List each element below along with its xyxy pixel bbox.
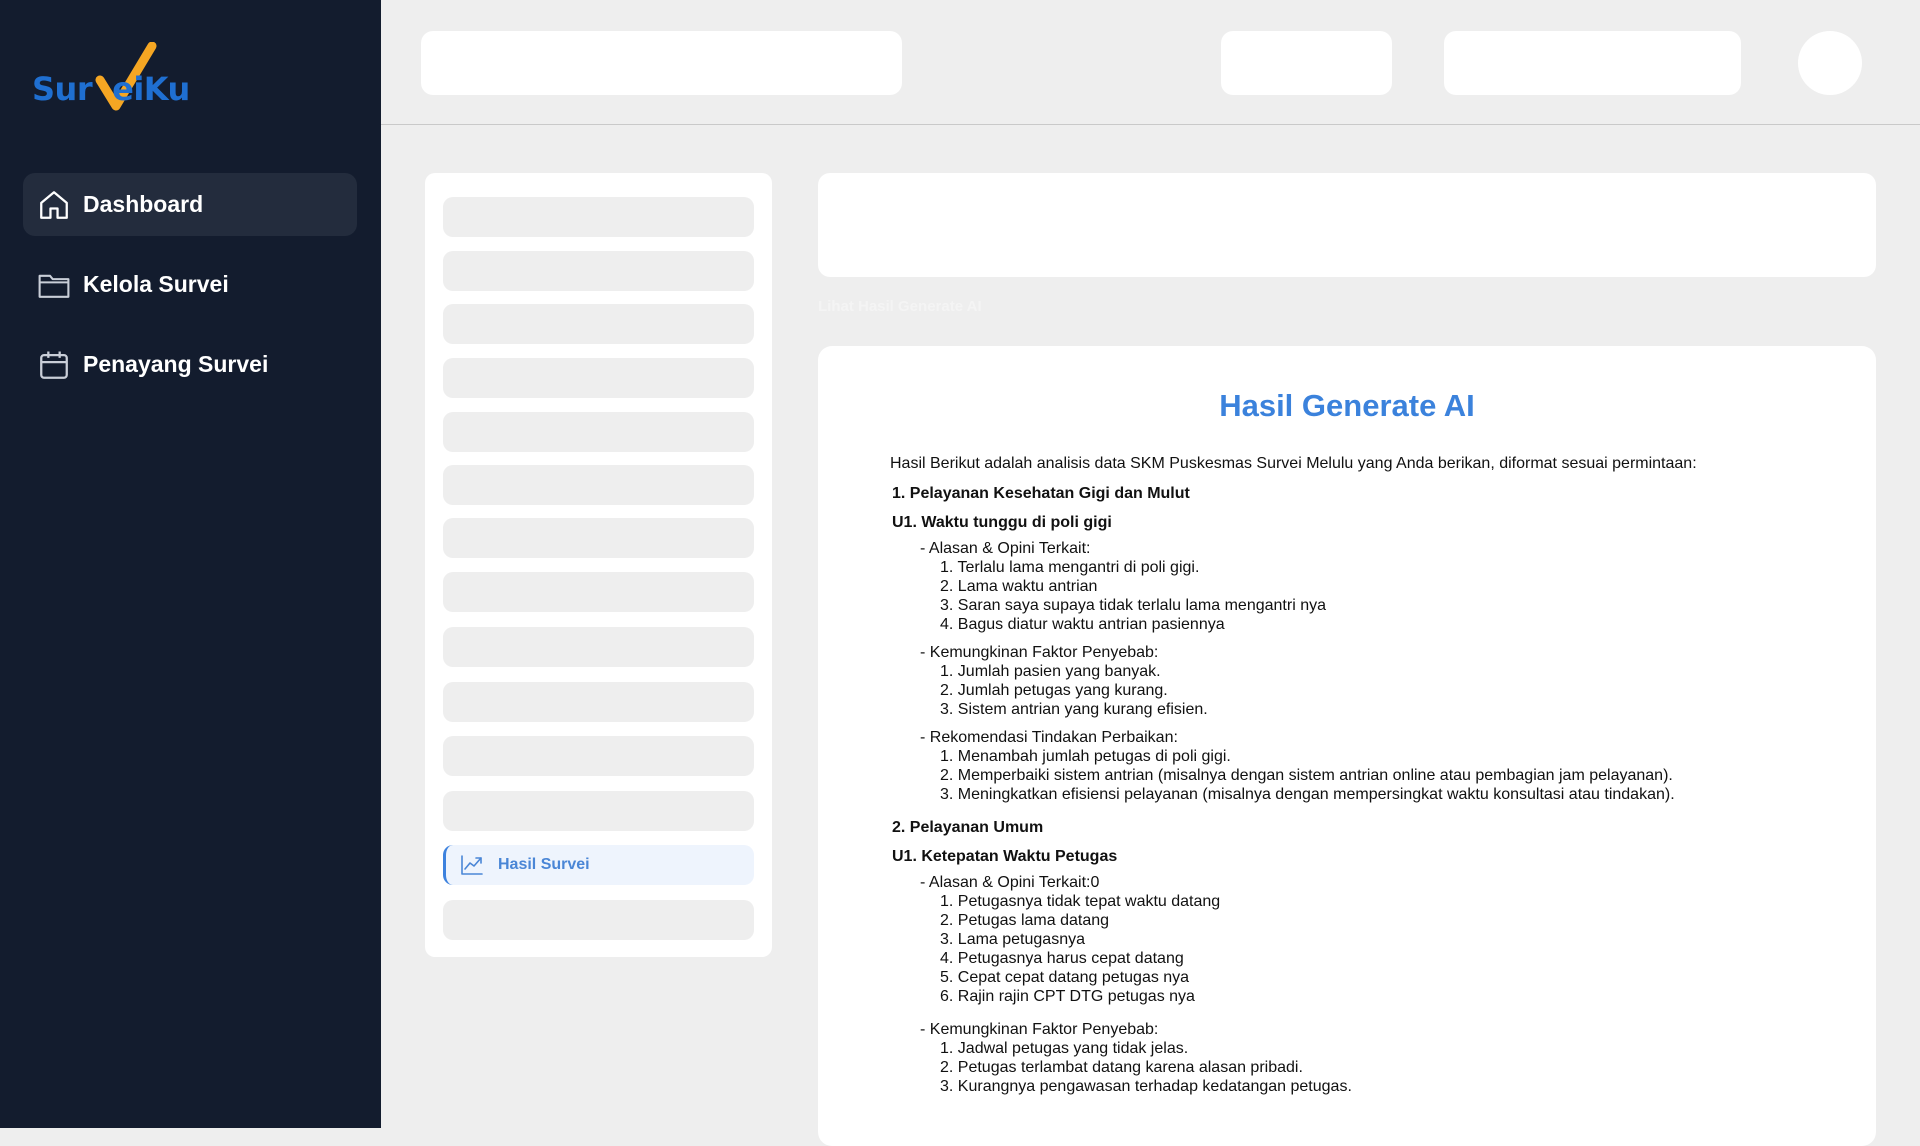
list-item: 4. Petugasnya harus cepat datang xyxy=(940,950,1184,967)
submenu-item[interactable] xyxy=(443,900,754,940)
list-item: 1. Jadwal petugas yang tidak jelas. xyxy=(940,1040,1189,1057)
list-item: 2. Lama waktu antrian xyxy=(940,578,1098,595)
submenu-item-hasil-survei[interactable] xyxy=(443,845,754,885)
list-item: 6. Rajin rajin CPT DTG petugas nya xyxy=(940,988,1195,1005)
logo[interactable] xyxy=(30,38,210,118)
submenu-item[interactable] xyxy=(443,412,754,452)
list-item: 1. Terlalu lama mengantri di poli gigi. xyxy=(940,559,1200,576)
section-heading: 1. Pelayanan Kesehatan Gigi dan Mulut xyxy=(892,485,1190,502)
submenu-item[interactable] xyxy=(443,791,754,831)
submenu-item-label: Hasil Survei xyxy=(498,856,590,873)
submenu-item[interactable] xyxy=(443,251,754,291)
submenu-item[interactable] xyxy=(443,518,754,558)
list-item: 3. Meningkatkan efisiensi pelayanan (misalnya dengan mempersingkat waktu konsultasi atau tindakan). xyxy=(940,786,1675,803)
search-input[interactable] xyxy=(421,31,902,95)
top-bar xyxy=(381,0,1920,125)
intro-text: Hasil Berikut adalah analisis data SKM Puskesmas Survei Melulu yang Anda berikan, diformat sesuai permintaan: xyxy=(890,455,1697,472)
submenu-item[interactable] xyxy=(443,572,754,612)
list-item: 2. Jumlah petugas yang kurang. xyxy=(940,682,1168,699)
list-item: 3. Kurangnya pengawasan terhadap kedatangan petugas. xyxy=(940,1078,1352,1095)
list-item: 4. Bagus diatur waktu antrian pasiennya xyxy=(940,616,1225,633)
submenu-item[interactable] xyxy=(443,197,754,237)
section-heading: 2. Pelayanan Umum xyxy=(892,819,1044,836)
group-label: - Rekomendasi Tindakan Perbaikan: xyxy=(920,729,1178,746)
submenu-item[interactable] xyxy=(443,304,754,344)
submenu-item[interactable] xyxy=(443,358,754,398)
ai-result-content xyxy=(890,454,1850,1105)
section-subheading: U1. Ketepatan Waktu Petugas xyxy=(892,848,1118,865)
section-subheading: U1. Waktu tunggu di poli gigi xyxy=(892,514,1112,531)
cause-group xyxy=(920,643,1850,719)
sidebar-item-label: Dashboard xyxy=(83,191,204,217)
top-action-button-wide[interactable] xyxy=(1444,31,1741,95)
submenu-panel xyxy=(425,173,772,957)
card-title: Hasil Generate AI xyxy=(1219,388,1475,423)
submenu-item[interactable] xyxy=(443,627,754,667)
sidebar-item-label: Kelola Survei xyxy=(83,271,229,297)
sidebar-item-kelola-survei[interactable] xyxy=(23,253,357,316)
sidebar-item-penayang-survei[interactable] xyxy=(23,333,357,396)
trend-chart-icon xyxy=(460,853,484,877)
view-ai-result-link[interactable]: Lihat Hasil Generate AI xyxy=(818,298,982,315)
sidebar-item-label: Penayang Survei xyxy=(83,351,269,377)
group-label: - Alasan & Opini Terkait:0 xyxy=(920,874,1100,891)
list-item: 1. Menambah jumlah petugas di poli gigi. xyxy=(940,748,1231,765)
page-header-box xyxy=(818,173,1876,277)
top-action-button[interactable] xyxy=(1221,31,1392,95)
recommendation-group xyxy=(920,728,1850,804)
list-item: 3. Saran saya supaya tidak terlalu lama mengantri nya xyxy=(940,597,1326,614)
group-label: - Alasan & Opini Terkait: xyxy=(920,540,1091,557)
submenu-item[interactable] xyxy=(443,682,754,722)
list-item: 1. Petugasnya tidak tepat waktu datang xyxy=(940,893,1221,910)
list-item: 3. Lama petugasnya xyxy=(940,931,1085,948)
home-icon xyxy=(37,188,71,222)
list-item: 3. Sistem antrian yang kurang efisien. xyxy=(940,701,1208,718)
avatar[interactable] xyxy=(1798,31,1862,95)
folder-icon xyxy=(37,268,71,302)
submenu-item[interactable] xyxy=(443,736,754,776)
ai-result-card xyxy=(818,346,1876,1146)
sidebar-item-dashboard[interactable] xyxy=(23,173,357,236)
group-label: - Kemungkinan Faktor Penyebab: xyxy=(920,1021,1159,1038)
group-label: - Kemungkinan Faktor Penyebab: xyxy=(920,644,1159,661)
list-item: 5. Cepat cepat datang petugas nya xyxy=(940,969,1190,986)
sidebar xyxy=(0,0,381,1128)
opinion-group xyxy=(920,873,1850,1006)
opinion-group xyxy=(920,539,1850,634)
list-item: 2. Petugas lama datang xyxy=(940,912,1110,929)
calendar-icon xyxy=(37,348,71,382)
cause-group xyxy=(920,1020,1850,1096)
list-item: 1. Jumlah pasien yang banyak. xyxy=(940,663,1161,680)
list-item: 2. Petugas terlambat datang karena alasan pribadi. xyxy=(940,1059,1303,1076)
logo-text: Sur eiKu xyxy=(32,70,190,108)
submenu-item[interactable] xyxy=(443,465,754,505)
list-item: 2. Memperbaiki sistem antrian (misalnya dengan sistem antrian online atau pembagian jam pelayanan). xyxy=(940,767,1673,784)
